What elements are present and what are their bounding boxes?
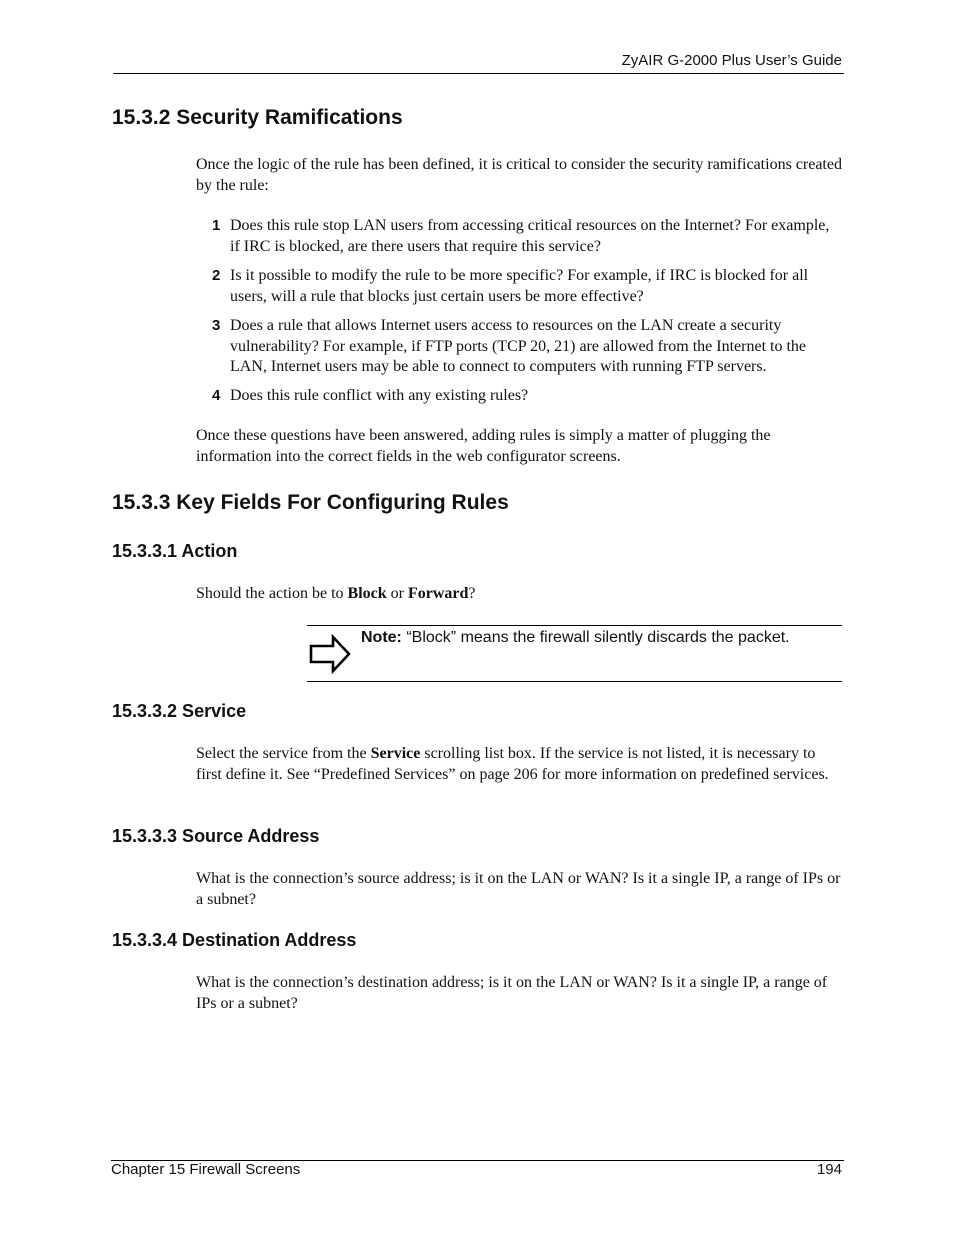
- list-item-number: 4: [212, 387, 221, 404]
- service-text-part: scrolling list box. If the service is not listed, it is necessary to first define it. See “Predefined Services” on page 206 for more information on predefined services.: [196, 745, 829, 783]
- list-item: Does this rule stop LAN users from accessing critical resources on the Internet? For example, if IRC is blocked, are there users that require this service?: [230, 217, 830, 255]
- footer-chapter: Chapter 15 Firewall Screens: [111, 1161, 301, 1178]
- note-bottom-rule: [307, 681, 842, 682]
- action-text-part: ?: [468, 585, 476, 602]
- service-text-part: Select the service from the: [196, 745, 371, 762]
- action-text: [196, 584, 842, 605]
- note-body: “Block” means the firewall silently discards the packet.: [401, 629, 790, 646]
- list-item-number: 3: [212, 317, 221, 334]
- section-heading-security: 15.3.2 Security Ramifications: [112, 106, 403, 129]
- list-item: Does a rule that allows Internet users access to resources on the LAN create a security vulnerability? For example, if FTP ports (TCP 20, 21) are allowed from the Internet to the LAN, Internet users may be able to connect to computers with running FTP servers.: [230, 317, 807, 375]
- list-item: Does this rule conflict with any existing rules?: [230, 387, 529, 404]
- destination-text: What is the connection’s destination address; is it on the LAN or WAN? Is it a single IP, a range of IPs or a subnet?: [196, 974, 828, 1012]
- action-block-term: Block: [347, 585, 387, 602]
- section-heading-key-fields: 15.3.3 Key Fields For Configuring Rules: [112, 491, 509, 514]
- action-forward-term: Forward: [407, 585, 469, 602]
- service-text: [196, 744, 842, 785]
- security-intro: Once the logic of the rule has been defined, it is critical to consider the security ramifications created by the rule:: [196, 156, 842, 194]
- source-text: What is the connection’s source address; is it on the LAN or WAN? Is it a single IP, a range of IPs or a subnet?: [196, 870, 841, 908]
- list-item-number: 2: [212, 267, 221, 284]
- subsection-heading-source: 15.3.3.3 Source Address: [112, 826, 320, 846]
- running-header: ZyAIR G-2000 Plus User’s Guide: [621, 52, 842, 69]
- action-text-part: Should the action be to: [196, 585, 348, 602]
- service-term: Service: [370, 745, 421, 762]
- footer-page-number: 194: [816, 1161, 842, 1178]
- subsection-heading-destination: 15.3.3.4 Destination Address: [112, 930, 357, 950]
- subsection-heading-service: 15.3.3.2 Service: [112, 701, 247, 721]
- action-text-part: or: [386, 585, 408, 602]
- note-label: Note:: [361, 629, 402, 646]
- note-top-rule: [307, 625, 842, 626]
- list-item: Is it possible to modify the rule to be more specific? For example, if IRC is blocked for all users, will a rule that blocks just certain users be more effective?: [230, 267, 809, 305]
- arrow-right-icon: [307, 633, 353, 675]
- security-outro: Once these questions have been answered, adding rules is simply a matter of plugging the information into the correct fields in the web configurator screens.: [196, 427, 771, 465]
- header-rule: [113, 73, 844, 74]
- list-item-number: 1: [212, 217, 221, 234]
- note-text: [361, 628, 841, 648]
- subsection-heading-action: 15.3.3.1 Action: [112, 541, 238, 561]
